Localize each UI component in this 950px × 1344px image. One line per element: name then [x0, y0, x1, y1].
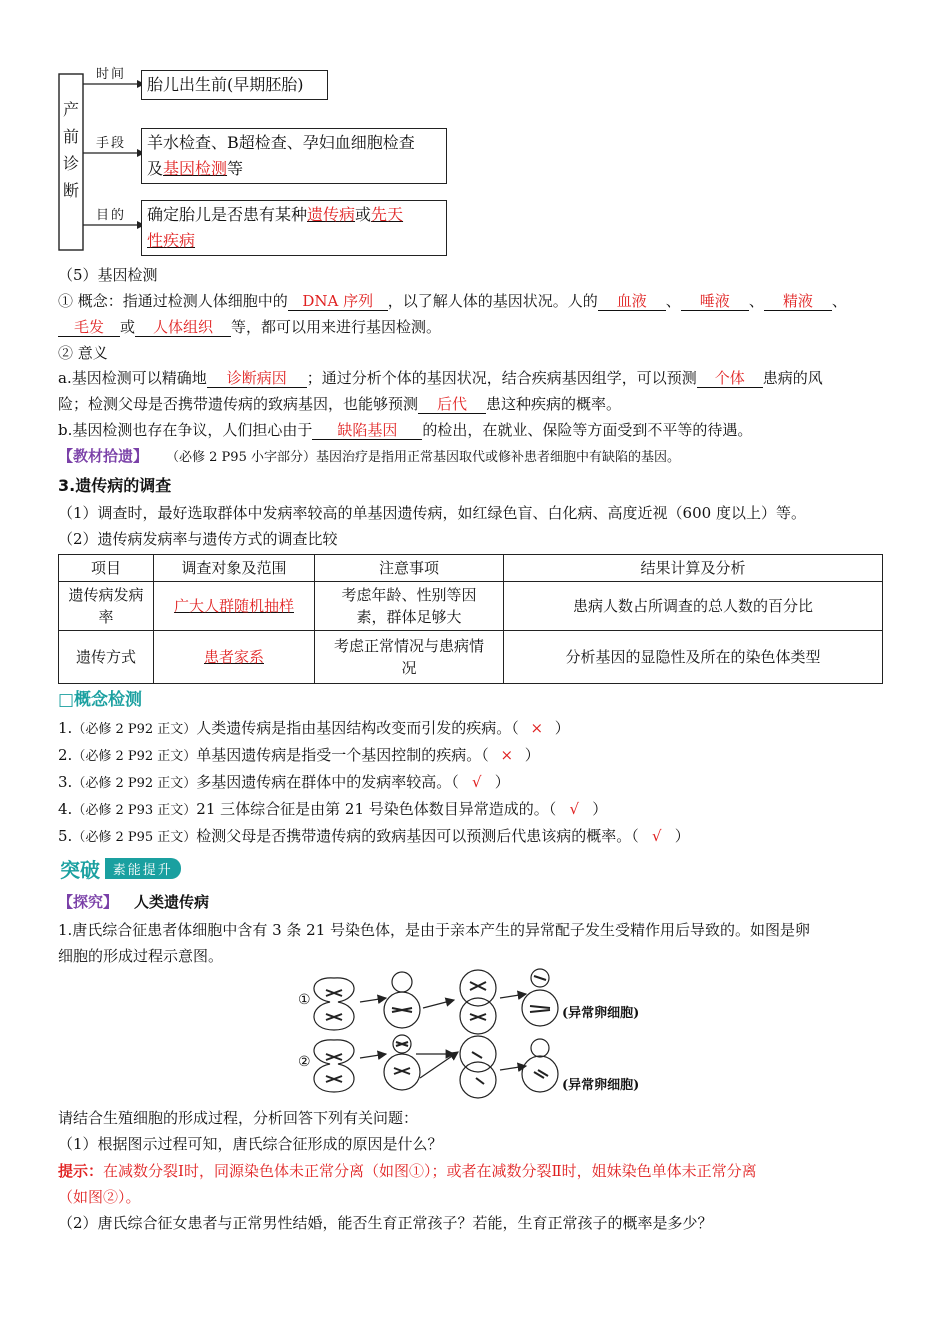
diagnosis-answer: 诊断病因 — [207, 369, 307, 388]
question-prompt: 请结合生殖细胞的形成过程，分析回答下列有关问题： — [58, 1109, 419, 1127]
concept-check-title: □概念检测 — [58, 690, 143, 710]
separator: 、 — [748, 292, 764, 310]
time-box — [141, 70, 328, 100]
tissue-answer: 人体组织 — [135, 318, 231, 337]
separator: 、 — [665, 292, 681, 310]
semen-answer: 精液 — [764, 292, 832, 311]
table-cell — [154, 631, 315, 684]
item-end: ） — [494, 773, 510, 791]
purpose-text-c: 或 — [355, 205, 372, 224]
separator: 、 — [831, 292, 847, 310]
purpose-line-2 — [147, 228, 441, 254]
item-number: 1. — [58, 719, 73, 737]
survey-title: 3.遗传病的调查 — [58, 476, 172, 495]
method-text-a: 及 — [147, 159, 164, 178]
item-number: 3. — [58, 773, 73, 791]
method-label: 手段 — [96, 136, 127, 151]
defect-gene-answer: 缺陷基因 — [312, 421, 422, 440]
item-text: 检测父母是否携带遗传病的致病基因可以预测后代患该病的概率。（ — [196, 827, 639, 845]
congenital-answer-b: 性疾病 — [147, 231, 196, 250]
genetic-disease-answer: 遗传病 — [307, 205, 356, 224]
concept-item — [58, 799, 607, 821]
significance-text-a: a.基因检测可以精确地 — [58, 369, 207, 387]
time-text: 胎儿出生前(早期胚胎) — [147, 75, 304, 94]
table-cell: 考虑正常情况与患病情况 — [315, 631, 504, 684]
gene-test-answer: 基因检测 — [163, 159, 228, 178]
concept-item — [58, 745, 540, 767]
table-cell: 患病人数占所调查的总人数的百分比 — [504, 582, 883, 631]
explore-tag: 【探究】 — [58, 893, 119, 911]
abnormal-egg-label-2: (异常卵细胞) — [562, 1078, 640, 1093]
individual-answer: 个体 — [697, 369, 763, 388]
hint-text-1: 在减数分裂Ⅰ时，同源染色体未正常分离（如图①）；或者在减数分裂Ⅱ时，姐妹染色单体未正常分离 — [103, 1162, 757, 1180]
table-header-row — [59, 555, 883, 582]
congenital-answer-a: 先天 — [371, 205, 404, 224]
significance-a-line-1 — [58, 368, 823, 388]
table-row — [59, 631, 883, 684]
purpose-text-a: 确定胎儿是否患有某种 — [147, 205, 308, 224]
method-box — [141, 128, 447, 184]
family-answer: 患者家系 — [203, 648, 264, 666]
sub-question-1: （1）根据图示过程可知，唐氏综合征形成的原因是什么？ — [58, 1135, 443, 1153]
significance-text-d: 险；检测父母是否携带遗传病的致病基因，也能够预测 — [58, 395, 419, 413]
table-cell: 分析基因的显隐性及所在的染色体类型 — [504, 631, 883, 684]
item-text: 人类遗传病是指由基因结构改变而引发的疾病。（ — [196, 719, 519, 737]
significance-a-line-2 — [58, 394, 621, 414]
item-number: 2. — [58, 746, 73, 764]
diagram-side-label: 产前诊断 — [62, 100, 79, 200]
breakthrough-banner — [60, 854, 181, 884]
cross-mark: × — [530, 719, 544, 737]
hair-answer: 毛发 — [58, 318, 120, 337]
survey-comparison-table — [58, 554, 883, 684]
dna-sequence-answer: DNA 序列 — [288, 292, 388, 311]
gene-concept-line-2 — [58, 317, 441, 337]
table-row — [59, 582, 883, 631]
concept-item — [58, 718, 570, 740]
table-header: 调查对象及范围 — [154, 555, 315, 582]
concept-text-c: 或 — [120, 318, 136, 336]
item-end: ） — [524, 746, 540, 764]
item-text: 21 三体综合征是由第 21 号染色体数目异常造成的。（ — [196, 800, 557, 818]
textbook-tag: 【教材拾遗】 — [58, 447, 149, 465]
purpose-label: 目的 — [96, 208, 127, 223]
cross-mark: × — [500, 746, 514, 764]
item-text: 单基因遗传病是指受一个基因控制的疾病。（ — [196, 746, 489, 764]
method-text-c: 等 — [227, 159, 244, 178]
concept-item — [58, 772, 510, 794]
item-source: （必修 2 P92 正文） — [72, 722, 197, 737]
item-source: （必修 2 P95 正文） — [72, 830, 197, 845]
breakthrough-subtitle: 素能提升 — [105, 858, 181, 879]
question-text-1: 1.唐氏综合征患者体细胞中含有 3 条 21 号染色体，是由于亲本产生的异常配子发生受精作用后导致的。如图是卵 — [58, 921, 811, 939]
table-header: 注意事项 — [315, 555, 504, 582]
check-mark: √ — [569, 800, 580, 818]
concept-text-b: ，以了解人体的基因状况。人的 — [387, 292, 598, 310]
hint-line-1 — [58, 1161, 757, 1181]
blood-answer: 血液 — [598, 292, 666, 311]
significance-text-c: 患病的风 — [762, 369, 823, 387]
breakthrough-title: 突破 — [60, 858, 100, 882]
hint-tag: 提示： — [58, 1162, 104, 1180]
significance-text-b: ；通过分析个体的基因状况，结合疾病基因组学，可以预测 — [306, 369, 697, 387]
method-line-1: 羊水检查、B超检查、孕妇血细胞检查 — [147, 133, 415, 152]
explore-topic: 人类遗传病 — [134, 893, 210, 911]
explore-heading — [58, 892, 209, 912]
random-sample-answer: 广大人群随机抽样 — [173, 597, 294, 615]
gene-concept-line-1 — [58, 291, 847, 311]
question-text-2: 细胞的形成过程示意图。 — [58, 947, 224, 965]
survey-p1: （1）调查时，最好选取群体中发病率较高的单基因遗传病，如红绿色盲、白化病、高度近视（600 度以上）等。 — [58, 504, 806, 522]
check-mark: √ — [652, 827, 662, 845]
textbook-note-text: （必修 2 P95 小字部分）基因治疗是指用正常基因取代或修补患者细胞中有缺陷的基因。 — [166, 450, 680, 465]
significance-heading: ② 意义 — [58, 344, 108, 362]
item-source: （必修 2 P93 正文） — [72, 803, 197, 818]
table-header: 结果计算及分析 — [504, 555, 883, 582]
oogenesis-figure — [290, 968, 670, 1100]
item-text: 多基因遗传病在群体中的发病率较高。（ — [196, 773, 459, 791]
offspring-answer: 后代 — [418, 395, 486, 414]
table-cell — [154, 582, 315, 631]
hint-line-2: （如图②）。 — [58, 1188, 141, 1206]
table-cell: 遗传方式 — [59, 631, 154, 684]
gene-test-heading: （5）基因检测 — [58, 266, 158, 284]
concept-item — [58, 826, 690, 848]
item-source: （必修 2 P92 正文） — [72, 749, 197, 764]
purpose-box — [141, 200, 447, 256]
significance-text-f: b.基因检测也存在争议，人们担心由于 — [58, 421, 313, 439]
sub-question-2: （2）唐氏综合征女患者与正常男性结婚，能否生育正常孩子？若能，生育正常孩子的概率是多少？ — [58, 1214, 713, 1232]
table-header: 项目 — [59, 555, 154, 582]
purpose-line-1 — [147, 202, 441, 228]
item-number: 4. — [58, 800, 73, 818]
item-end: ） — [592, 800, 608, 818]
item-end: ） — [674, 827, 690, 845]
figure-number-1: ① — [298, 992, 311, 1008]
textbook-note — [58, 446, 680, 468]
concept-text-a: ① 概念：指通过检测人体细胞中的 — [58, 292, 288, 310]
method-line-2 — [147, 156, 441, 182]
check-mark: √ — [472, 773, 482, 791]
time-label: 时间 — [96, 67, 127, 82]
abnormal-egg-label-1: (异常卵细胞) — [562, 1006, 640, 1021]
figure-number-2: ② — [298, 1054, 311, 1070]
table-cell: 遗传病发病率 — [59, 582, 154, 631]
significance-text-e: 患这种疾病的概率。 — [486, 395, 622, 413]
item-end: ） — [554, 719, 570, 737]
significance-text-g: 的检出，在就业、保险等方面受到不平等的待遇。 — [422, 421, 753, 439]
survey-p2: （2）遗传病发病率与遗传方式的调查比较 — [58, 530, 338, 548]
item-source: （必修 2 P92 正文） — [72, 776, 197, 791]
concept-text-d: 等，都可以用来进行基因检测。 — [231, 318, 442, 336]
significance-b-line — [58, 420, 752, 440]
saliva-answer: 唾液 — [681, 292, 749, 311]
item-number: 5. — [58, 827, 73, 845]
table-cell: 考虑年龄、性别等因素，群体足够大 — [315, 582, 504, 631]
